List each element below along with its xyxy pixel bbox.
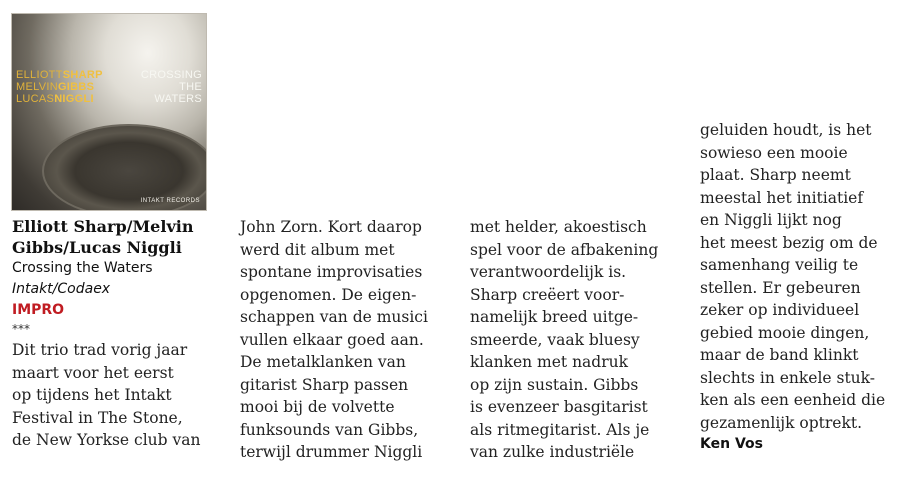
body-line: geluiden houdt, is het — [700, 121, 872, 139]
review-column-1 — [12, 216, 222, 452]
body-line: John Zorn. Kort daarop — [240, 218, 422, 236]
body-line: slechts in enkele stuk- — [700, 368, 876, 387]
body-line: is evenzeer basgitarist — [470, 398, 648, 416]
cover-artists: ELLIOTTSHARP MELVINGIBBS LUCASNIGGLI — [16, 69, 103, 105]
body-line: Festival in The Stone, — [12, 408, 183, 427]
body-line: samenhang veilig te — [700, 256, 859, 274]
body-line: werd dit album met — [240, 240, 395, 259]
body-line: als ritmegitarist. Als je — [470, 420, 650, 439]
body-line: van zulke industriële — [470, 443, 635, 461]
body-line: Sharp creëert voor- — [470, 285, 625, 304]
body-line: spel voor de afbakening — [470, 240, 659, 259]
body-line: gitarist Sharp passen — [240, 375, 409, 394]
body-line: gebied mooie dingen, — [700, 323, 870, 342]
review-author: Ken Vos — [700, 436, 763, 452]
body-line: op zijn sustain. Gibbs — [470, 375, 639, 394]
body-line: funksounds van Gibbs, — [240, 420, 419, 439]
body-line: zeker op individueel — [700, 301, 860, 319]
body-line: terwijl drummer Niggli — [240, 443, 423, 461]
body-line: opgenomen. De eigen- — [240, 285, 417, 304]
body-line: het meest bezig om de — [700, 233, 878, 252]
body-line: schappen van de musici — [240, 308, 428, 326]
body-line: plaat. Sharp neemt — [700, 166, 851, 184]
review-column-2 — [240, 216, 450, 464]
body-line: klanken met nadruk — [470, 353, 629, 371]
genre-tag: IMPRO — [12, 302, 65, 318]
review-title: Elliott Sharp/Melvin Gibbs/Lucas Niggli — [12, 217, 194, 257]
body-line: Dit trio trad vorig jaar — [12, 341, 188, 359]
body-line: maart voor het eerst — [12, 363, 174, 382]
body-line: met helder, akoestisch — [470, 218, 647, 236]
body-line: smeerde, vaak bluesy — [470, 330, 640, 349]
body-line: maar de band klinkt — [700, 346, 859, 364]
body-line: stellen. Er gebeuren — [700, 278, 861, 297]
body-line: vullen elkaar goed aan. — [240, 330, 424, 349]
body-line: mooi bij de volvette — [240, 398, 395, 416]
body-line: op tijdens het Intakt — [12, 386, 172, 404]
body-line: verantwoordelijk is. — [470, 263, 627, 281]
body-line: ken als een eenheid die — [700, 391, 886, 409]
body-line: meestal het initiatief — [700, 188, 864, 207]
record-label: Intakt/Codaex — [12, 281, 111, 297]
album-cover — [12, 14, 206, 210]
review-column-4 — [700, 119, 900, 455]
body-line: sowieso een mooie — [700, 143, 848, 162]
body-line: De metalklanken van — [240, 353, 406, 371]
body-line: namelijk breed uitge- — [470, 308, 639, 326]
body-line: en Niggli lijkt nog — [700, 211, 842, 229]
body-line: de New Yorkse club van — [12, 431, 201, 449]
review-column-3 — [470, 216, 680, 464]
cover-album-title: CROSSING THE WATERS — [140, 69, 202, 105]
body-line: gezamenlijk optrekt. — [700, 413, 863, 432]
rating-stars: *** — [12, 322, 30, 336]
body-line: spontane improvisaties — [240, 263, 423, 281]
cover-label: INTAKT RECORDS — [140, 198, 200, 204]
album-name: Crossing the Waters — [12, 260, 153, 276]
